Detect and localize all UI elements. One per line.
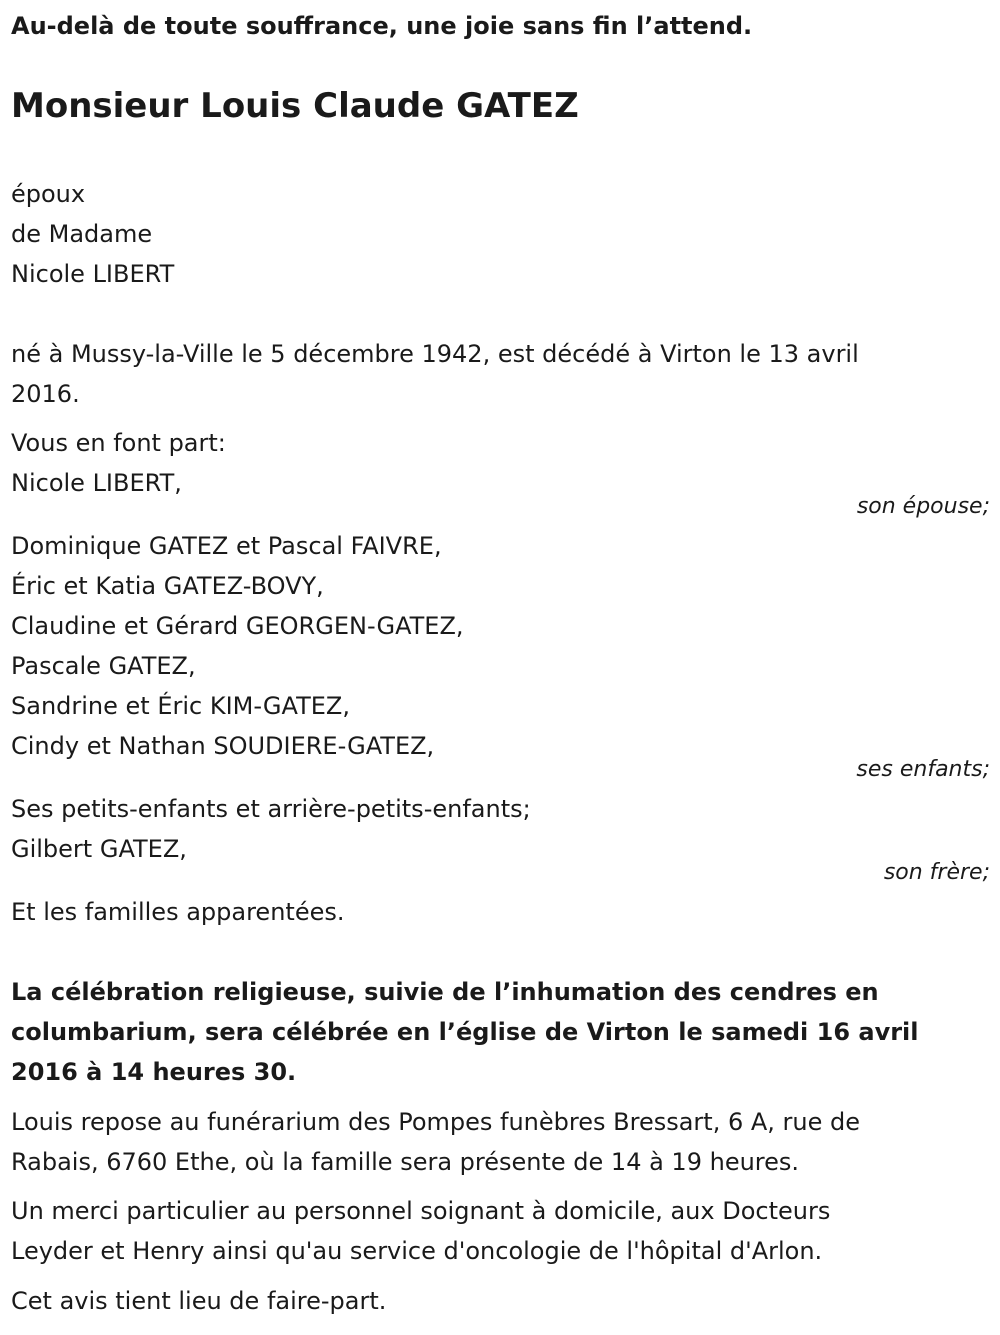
deceased-name: Monsieur Louis Claude GATEZ <box>11 86 579 126</box>
child-4: Pascale GATEZ, <box>11 652 196 680</box>
ceremony-line-3: 2016 à 14 heures 30. <box>11 1058 297 1086</box>
birth-death-line-1: né à Mussy-la-Ville le 5 décembre 1942, est décédé à Virton le 13 avril <box>11 340 859 368</box>
announcement-intro: Vous en font part: <box>11 429 226 457</box>
birth-death-line-2: 2016. <box>11 380 80 408</box>
grandchildren-line: Ses petits-enfants et arrière-petits-enfants; <box>11 795 531 823</box>
child-6: Cindy et Nathan SOUDIERE-GATEZ, <box>11 732 435 760</box>
spouse-line-1: époux <box>11 180 86 208</box>
header-quote: Au-delà de toute souffrance, une joie sans fin l’attend. <box>11 12 753 40</box>
spouse-line-2: de Madame <box>11 220 153 248</box>
closing-line: Cet avis tient lieu de faire-part. <box>11 1287 387 1315</box>
families-line: Et les familles apparentées. <box>11 898 345 926</box>
brother-role: son frère; <box>883 860 990 885</box>
ceremony-line-2: columbarium, sera célébrée en l’église de Virton le samedi 16 avril <box>11 1018 919 1046</box>
thanks-line-1: Un merci particulier au personnel soignant à domicile, aux Docteurs <box>11 1197 831 1225</box>
child-5: Sandrine et Éric KIM-GATEZ, <box>11 692 350 720</box>
thanks-line-2: Leyder et Henry ainsi qu'au service d'oncologie de l'hôpital d'Arlon. <box>11 1237 823 1265</box>
brother-line: Gilbert GATEZ, <box>11 835 187 863</box>
funerarium-line-2: Rabais, 6760 Ethe, où la famille sera présente de 14 à 19 heures. <box>11 1148 800 1176</box>
announcement-spouse: Nicole LIBERT, <box>11 469 182 497</box>
spouse-role: son épouse; <box>856 494 990 519</box>
child-1: Dominique GATEZ et Pascal FAIVRE, <box>11 532 442 560</box>
spouse-line-3: Nicole LIBERT <box>11 260 175 288</box>
children-role: ses enfants; <box>856 757 990 782</box>
child-3: Claudine et Gérard GEORGEN-GATEZ, <box>11 612 464 640</box>
ceremony-line-1: La célébration religieuse, suivie de l’inhumation des cendres en <box>11 978 879 1006</box>
child-2: Éric et Katia GATEZ-BOVY, <box>11 572 324 600</box>
funerarium-line-1: Louis repose au funérarium des Pompes funèbres Bressart, 6 A, rue de <box>11 1108 860 1136</box>
